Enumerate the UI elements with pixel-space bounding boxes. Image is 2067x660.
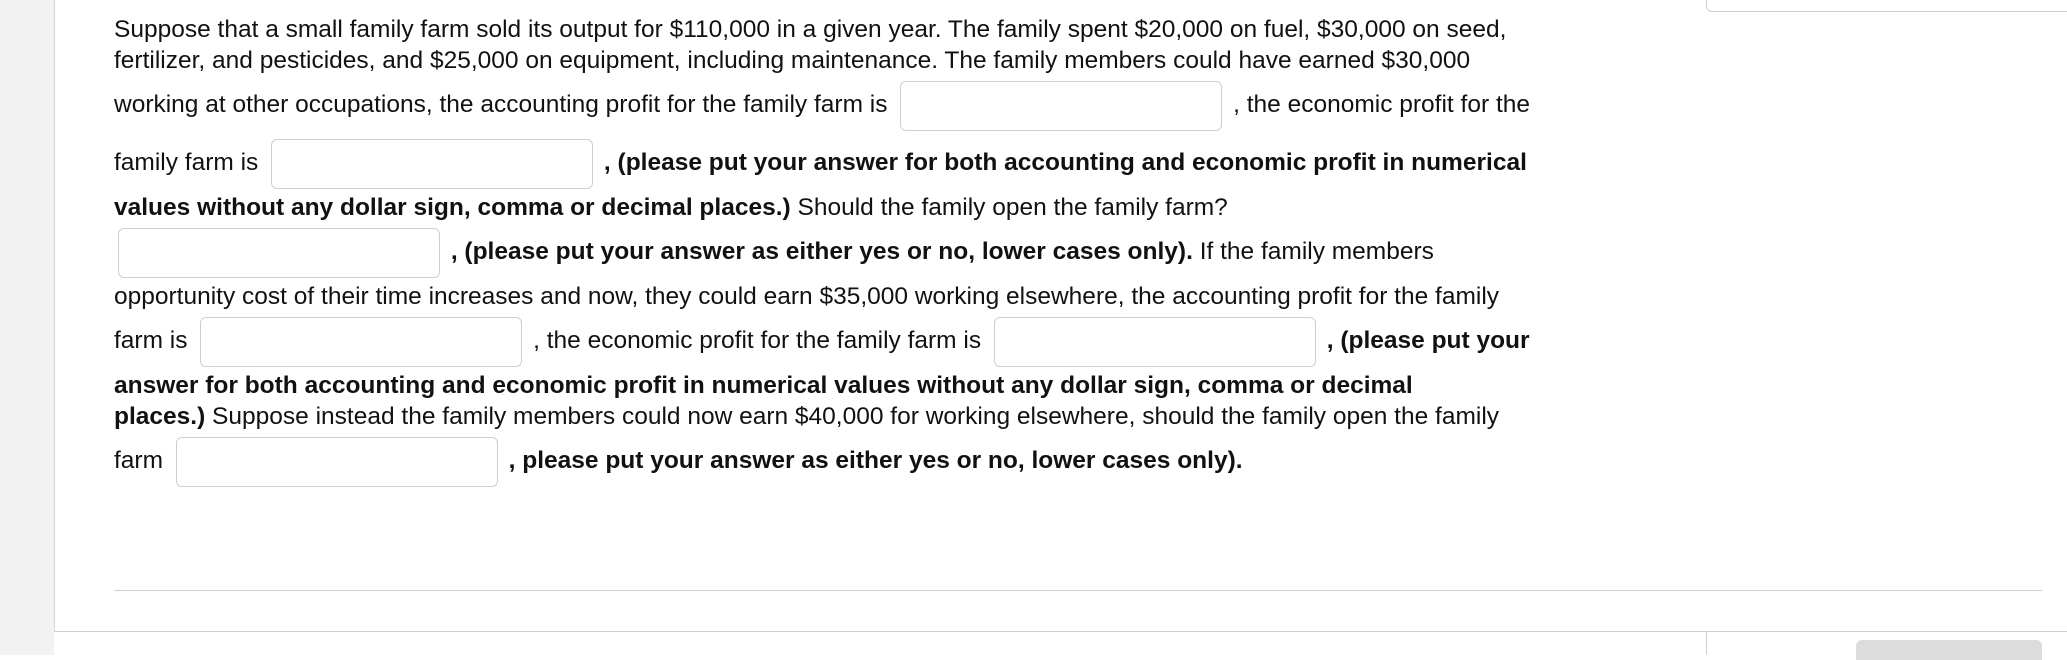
question-sentence: family farm is [114, 149, 259, 176]
instruction-bold: values without any dollar sign, comma or decimal places.) [114, 194, 791, 221]
question-sentence: working at other occupations, the accounting profit for the family farm is [114, 91, 888, 118]
question-line [114, 14, 1614, 45]
instruction-bold: , (please put your answer for both accounting and economic profit in numerical [603, 149, 1527, 176]
question-sentence: farm is [114, 327, 188, 354]
question-line [114, 312, 1614, 370]
question-sentence: If the family members [1192, 238, 1434, 265]
economic-profit-input-2[interactable] [994, 317, 1316, 367]
left-gutter [0, 0, 55, 655]
question-sentence: , the economic profit for the family farm is [533, 327, 982, 354]
instruction-bold: , please put your answer as either yes or no, lower cases only). [508, 447, 1243, 474]
instruction-bold: places.) [114, 403, 206, 430]
section-divider [114, 590, 2042, 591]
question-line [114, 432, 1614, 490]
economic-profit-input-1[interactable] [271, 139, 593, 189]
question-text [114, 14, 1614, 490]
question-line [114, 281, 1614, 312]
question-sentence: farm [114, 447, 163, 474]
question-sentence: fertilizer, and pesticides, and $25,000 on equipment, including maintenance. The family members could have earned $30,000 [114, 47, 1471, 74]
question-sentence: Suppose instead the family members could now earn $40,000 for working elsewhere, should the family open the family [205, 403, 1500, 430]
question-line [114, 45, 1614, 76]
open-farm-input-1[interactable] [118, 228, 440, 278]
question-sentence: opportunity cost of their time increases and now, they could earn $35,000 working elsewhere, the accounting profit for the family [114, 283, 1500, 310]
question-line [114, 76, 1614, 134]
instruction-bold: answer for both accounting and economic profit in numerical values without any dollar sign, comma or decimal [114, 372, 1413, 399]
accounting-profit-input-2[interactable] [200, 317, 522, 367]
question-line [114, 223, 1614, 281]
question-sentence: Should the family open the family farm? [790, 194, 1228, 221]
question-sentence: , the economic profit for the [1233, 91, 1530, 118]
question-line [114, 401, 1614, 432]
instruction-bold: , (please put your [1326, 327, 1530, 354]
side-panel-button[interactable] [1856, 640, 2042, 660]
instruction-bold: , (please put your answer as either yes or no, lower cases only). [450, 238, 1193, 265]
question-sentence: Suppose that a small family farm sold its output for $110,000 in a given year. The family spent $20,000 on fuel, $30,000 on seed, [114, 16, 1507, 43]
question-line [114, 370, 1614, 401]
question-line [114, 192, 1614, 223]
question-line [114, 134, 1614, 192]
open-farm-input-2[interactable] [176, 437, 498, 487]
accounting-profit-input-1[interactable] [900, 81, 1222, 131]
previous-answer-box [1706, 0, 2067, 12]
